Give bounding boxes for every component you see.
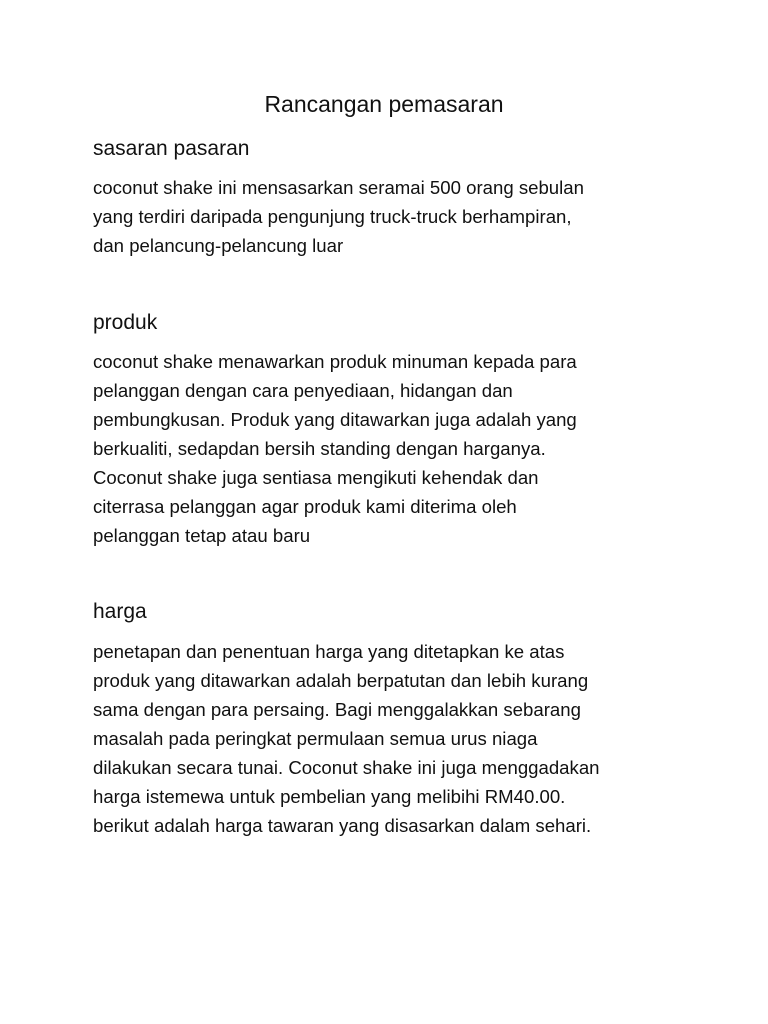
paragraph-line: yang terdiri daripada pengunjung truck-truck berhampiran, bbox=[93, 206, 572, 227]
paragraph-line: masalah pada peringkat permulaan semua urus niaga bbox=[93, 728, 538, 749]
paragraph-line: sama dengan para persaing. Bagi menggalakkan sebarang bbox=[93, 699, 581, 720]
paragraph-line: dan pelancung-pelancung luar bbox=[93, 235, 344, 256]
paragraph-line: citerrasa pelanggan agar produk kami diterima oleh bbox=[93, 496, 517, 517]
section-body-harga bbox=[93, 637, 693, 840]
paragraph-line: Coconut shake juga sentiasa mengikuti kehendak dan bbox=[93, 467, 539, 488]
paragraph-line: produk yang ditawarkan adalah berpatutan dan lebih kurang bbox=[93, 670, 589, 691]
paragraph-line: dilakukan secara tunai. Coconut shake ini juga menggadakan bbox=[93, 757, 600, 778]
paragraph-line: coconut shake menawarkan produk minuman kepada para bbox=[93, 351, 577, 372]
section-heading-produk: produk bbox=[93, 311, 158, 334]
section-heading-sasaran-pasaran: sasaran pasaran bbox=[93, 137, 250, 160]
section-heading-harga: harga bbox=[93, 600, 147, 623]
paragraph-line: penetapan dan penentuan harga yang ditetapkan ke atas bbox=[93, 641, 565, 662]
section-body-sasaran-pasaran bbox=[93, 173, 693, 260]
paragraph-line: pelanggan dengan cara penyediaan, hidangan dan bbox=[93, 380, 513, 401]
paragraph-line: coconut shake ini mensasarkan seramai 500 orang sebulan bbox=[93, 177, 584, 198]
section-body-produk bbox=[93, 347, 693, 550]
paragraph-line: pelanggan tetap atau baru bbox=[93, 525, 311, 546]
paragraph-line: berkualiti, sedapdan bersih standing dengan harganya. bbox=[93, 438, 546, 459]
document-title: Rancangan pemasaran bbox=[264, 91, 504, 117]
paragraph-line: pembungkusan. Produk yang ditawarkan juga adalah yang bbox=[93, 409, 577, 430]
paragraph-line: berikut adalah harga tawaran yang disasarkan dalam sehari. bbox=[93, 815, 592, 836]
paragraph-line: harga istemewa untuk pembelian yang melibihi RM40.00. bbox=[93, 786, 566, 807]
